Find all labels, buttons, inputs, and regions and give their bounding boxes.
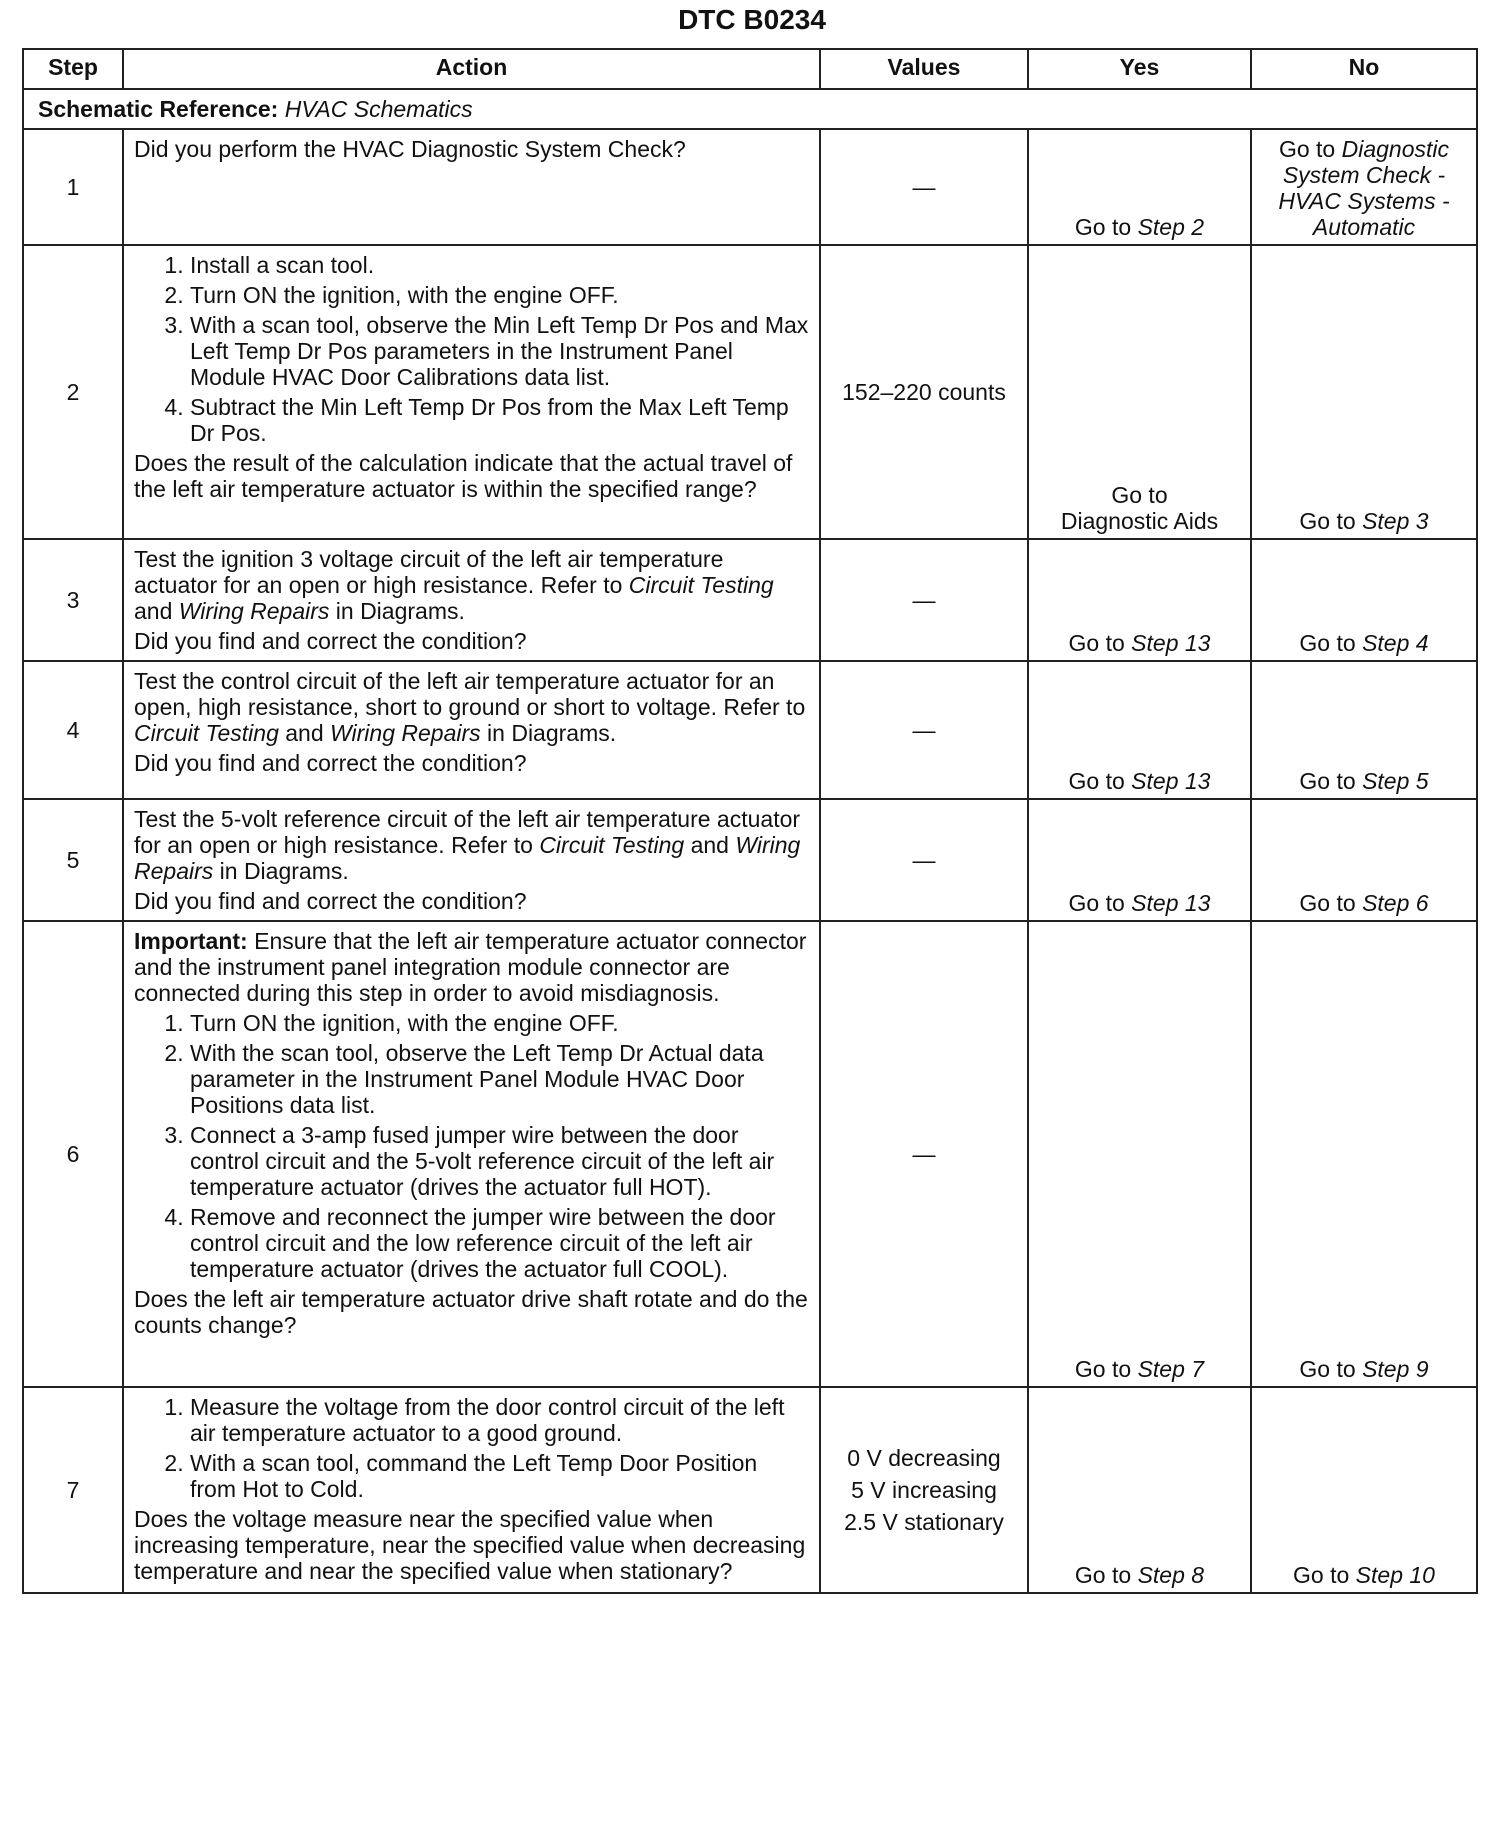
step-number: 3 [23, 539, 123, 661]
step-action [123, 799, 820, 921]
instruction-item: 1. Install a scan tool. [190, 252, 809, 278]
step-question: Did you find and correct the condition? [134, 628, 527, 654]
table-row [23, 799, 1477, 921]
no-cell [1251, 245, 1477, 539]
step-number: 2 [23, 245, 123, 539]
step-number: 6 [23, 921, 123, 1387]
schematic-row [23, 89, 1477, 129]
step-number: 1 [23, 129, 123, 245]
and-text: and [285, 720, 324, 746]
table-row [23, 1387, 1477, 1593]
value-stationary: 2.5 V stationary [844, 1509, 1004, 1535]
go-to-text: Go to [1068, 768, 1125, 794]
yes-cell [1028, 539, 1251, 661]
no-target: Step 9 [1362, 1356, 1429, 1382]
instruction-item: 2. With a scan tool, command the Left Temp Door Position from Hot to Cold. [190, 1450, 809, 1502]
step-value: — [820, 129, 1028, 245]
step-description: Test the control circuit of the left air temperature actuator for an open, high resistance, short to ground or short to voltage. [134, 668, 775, 720]
step-action [123, 921, 820, 1387]
table-row [23, 539, 1477, 661]
go-to-text: Go to [1299, 1356, 1356, 1382]
step-action [123, 1387, 820, 1593]
instruction-item: 2. Turn ON the ignition, with the engine OFF. [190, 282, 809, 308]
no-cell [1251, 539, 1477, 661]
no-cell [1251, 799, 1477, 921]
header-step: Step [23, 49, 123, 89]
schematic-value: HVAC Schematics [284, 96, 473, 122]
step-question: Does the voltage measure near the specified value when increasing temperature, near the specified value when decreasing temperature and near the specified value when stationary? [134, 1506, 806, 1584]
in-diagrams-text: in Diagrams. [487, 720, 617, 746]
wiring-repairs-ref: Wiring Repairs [330, 720, 481, 746]
yes-target: Step 2 [1137, 214, 1205, 240]
step-value: — [820, 661, 1028, 799]
schematic-reference [23, 89, 1477, 129]
yes-cell [1028, 245, 1251, 539]
in-diagrams-text: in Diagrams. [335, 598, 465, 624]
go-to-text: Go to [1293, 1562, 1350, 1588]
step-question: Did you find and correct the condition? [134, 750, 527, 776]
no-cell [1251, 661, 1477, 799]
no-cell [1251, 129, 1477, 245]
and-text: and [690, 832, 729, 858]
circuit-testing-ref: Circuit Testing [628, 572, 774, 598]
table-row [23, 245, 1477, 539]
go-to-text: Go to [1299, 630, 1356, 656]
go-to-text: Go to [1068, 890, 1125, 916]
instruction-item: 4. Remove and reconnect the jumper wire between the door control circuit and the low reference circuit of the left air temperature actuator (drives the actuator full COOL). [190, 1204, 809, 1282]
no-cell [1251, 1387, 1477, 1593]
yes-cell [1028, 129, 1251, 245]
important-label: Important: [134, 928, 248, 954]
go-to-text: Go to [1074, 1562, 1132, 1588]
table-row [23, 661, 1477, 799]
step-description: Test the 5-volt reference circuit of the left air temperature actuator for an open or high resistance. [134, 806, 801, 858]
header-no: No [1251, 49, 1477, 89]
step-question: Did you perform the HVAC Diagnostic System Check? [134, 136, 686, 162]
yes-cell [1028, 799, 1251, 921]
value-increasing: 5 V increasing [851, 1477, 997, 1503]
important-text: Ensure that the left air temperature actuator connector and the instrument panel integration module connector are connected during this step in order to avoid misdiagnosis. [134, 928, 807, 1006]
instruction-item: 4. Subtract the Min Left Temp Dr Pos from the Max Left Temp Dr Pos. [190, 394, 809, 446]
instruction-item: 3. With a scan tool, observe the Min Left Temp Dr Pos and Max Left Temp Dr Pos parameters in the Instrument Panel Module HVAC Door Calibrations data list. [190, 312, 809, 390]
instruction-item: 2. With the scan tool, observe the Left Temp Dr Actual data parameter in the Instrument Panel Module HVAC Door Positions data list. [190, 1040, 809, 1118]
step-values [820, 1387, 1028, 1593]
instruction-item: 3. Connect a 3-amp fused jumper wire between the door control circuit and the 5-volt reference circuit of the left air temperature actuator (drives the actuator full HOT). [190, 1122, 809, 1200]
go-to-text: Go to [1278, 136, 1336, 162]
no-target: Step 10 [1355, 1562, 1435, 1588]
no-target: Step 5 [1362, 768, 1429, 794]
and-text: and [134, 598, 173, 624]
step-action [123, 129, 820, 245]
go-to-text: Go to [1074, 1356, 1132, 1382]
yes-target: Step 7 [1137, 1356, 1205, 1382]
yes-target: Step 13 [1131, 890, 1211, 916]
refer-to-text: Refer to [540, 572, 623, 598]
step-instructions [134, 252, 809, 446]
step-question: Did you find and correct the condition? [134, 888, 527, 914]
yes-target: Diagnostic Aids [1060, 508, 1219, 534]
go-to-text: Go to [1074, 214, 1132, 240]
important-note [134, 928, 809, 1006]
step-text [134, 668, 809, 746]
step-value: — [820, 539, 1028, 661]
no-target: Step 3 [1362, 508, 1429, 534]
header-yes: Yes [1028, 49, 1251, 89]
yes-cell [1028, 921, 1251, 1387]
step-text [134, 806, 809, 884]
step-question: Does the left air temperature actuator drive shaft rotate and do the counts change? [134, 1286, 808, 1338]
no-target: Step 4 [1362, 630, 1429, 656]
schematic-label: Schematic Reference: [38, 96, 279, 122]
no-cell [1251, 921, 1477, 1387]
header-row [23, 49, 1477, 89]
circuit-testing-ref: Circuit Testing [539, 832, 685, 858]
instruction-item: 1. Turn ON the ignition, with the engine OFF. [190, 1010, 809, 1036]
no-target: Diagnostic System Check - HVAC Systems - Automatic [1278, 136, 1450, 240]
refer-to-text: Refer to [451, 832, 533, 858]
yes-cell [1028, 1387, 1251, 1593]
go-to-text: Go to [1068, 630, 1125, 656]
table-row [23, 129, 1477, 245]
step-value: — [820, 799, 1028, 921]
diagnostic-table [22, 48, 1478, 1594]
step-number: 7 [23, 1387, 123, 1593]
header-action: Action [123, 49, 820, 89]
header-values: Values [820, 49, 1028, 89]
step-action [123, 661, 820, 799]
in-diagrams-text: in Diagrams. [219, 858, 349, 884]
step-text [134, 546, 809, 624]
step-value: 152–220 counts [820, 245, 1028, 539]
yes-target: Step 8 [1137, 1562, 1205, 1588]
table-row [23, 921, 1477, 1387]
yes-target: Step 13 [1131, 630, 1211, 656]
go-to-text: Go to [1299, 508, 1356, 534]
step-number: 5 [23, 799, 123, 921]
wiring-repairs-ref: Wiring Repairs [178, 598, 330, 624]
step-instructions [134, 1394, 809, 1502]
refer-to-text: Refer to [723, 694, 806, 720]
step-instructions [134, 1010, 809, 1282]
yes-cell [1028, 661, 1251, 799]
step-number: 4 [23, 661, 123, 799]
yes-target: Step 13 [1131, 768, 1211, 794]
circuit-testing-ref: Circuit Testing [134, 720, 279, 746]
step-action [123, 539, 820, 661]
step-question: Does the result of the calculation indicate that the actual travel of the left air temperature actuator is within the specified range? [134, 450, 793, 502]
step-action [123, 245, 820, 539]
step-value: — [820, 921, 1028, 1387]
page-title: DTC B0234 [678, 4, 826, 35]
instruction-item: 1. Measure the voltage from the door control circuit of the left air temperature actuator to a good ground. [190, 1394, 809, 1446]
wiring-repairs-ref: Wiring Repairs [134, 832, 801, 884]
go-to-text: Go to [1299, 890, 1356, 916]
step-description: Test the ignition 3 voltage circuit of the left air temperature actuator for an open or high resistance. [134, 546, 724, 598]
go-to-text: Go to [1299, 768, 1356, 794]
go-to-text: Go to [1111, 482, 1168, 508]
value-decreasing: 0 V decreasing [847, 1445, 1001, 1471]
no-target: Step 6 [1362, 890, 1429, 916]
